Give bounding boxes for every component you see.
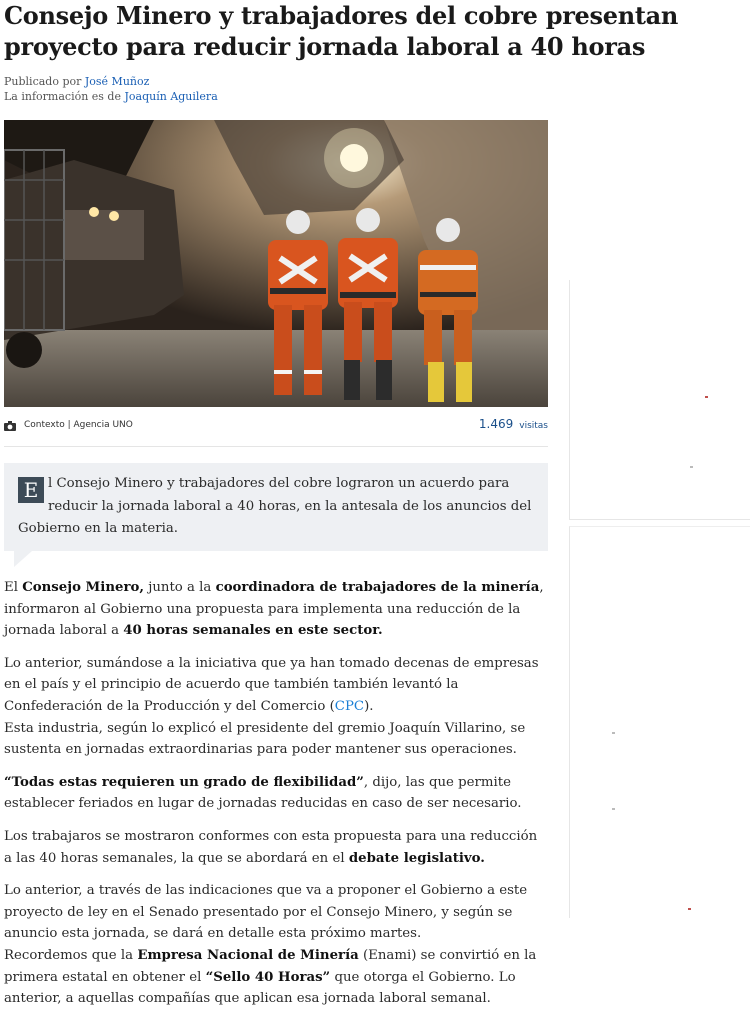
sidebar-ad-slot-1	[569, 280, 750, 520]
paragraph-6: Lo anterior, a través de las indicaciones que va a proponer el Gobierno a este proyecto de ley en el Senado presentado por el Consejo Minero, y según se anuncio esta jornada, se dará en detalle esta próximo martes.	[4, 883, 528, 942]
p2-text-2: ).	[364, 698, 374, 714]
views-count: 1.469	[478, 417, 514, 431]
p7-bold-enami: Empresa Nacional de Minería	[137, 947, 359, 963]
lead-box	[4, 463, 548, 551]
paragraph-4	[4, 772, 548, 815]
source-author-link[interactable]: Joaquín Aguilera	[124, 90, 218, 103]
byline	[4, 74, 218, 104]
p7-text-2: (Enami) se convirtió en la primera estatal en obtener el	[4, 947, 537, 985]
p1-text-3: , informaron al Gobierno una propuesta para implementa una reducción de la jornada laboral a	[4, 580, 544, 639]
sidebar-marker	[690, 466, 693, 468]
camera-icon	[4, 421, 16, 431]
sidebar-marker	[705, 396, 708, 398]
p1-text-2: junto a la	[143, 580, 216, 595]
paragraph-2	[4, 653, 548, 718]
p4-quote: “Todas estas requieren un grado de flexibilidad”	[4, 774, 364, 790]
p7-text-3: que otorga el Gobierno. Lo anterior, a aquellas compañías que aplican esa jornada laboral semanal.	[4, 969, 516, 1007]
p2-text: Lo anterior, sumándose a la iniciativa que ya han tomado decenas de empresas en el país y el principio de acuerdo que también también levantó la Confederación de la Producción y del Comercio (	[4, 655, 539, 714]
p5-bold-debate: debate legislativo.	[348, 850, 485, 866]
views-counter	[479, 417, 548, 431]
p1-text: El	[4, 580, 23, 595]
author-link[interactable]: José Muñoz	[84, 75, 150, 88]
p7-bold-sello: “Sello 40 Horas”	[205, 969, 331, 985]
lead-text: l Consejo Minero y trabajadores del cobre lograron un acuerdo para reducir la jornada laboral a 40 horas, en la antesala de los anuncios del Gobierno en la materia.	[18, 476, 532, 536]
p1-bold-40-horas: 40 horas semanales en este sector.	[123, 623, 383, 639]
lead-box-pointer	[14, 551, 32, 567]
paragraph-5	[4, 826, 548, 869]
sidebar-marker	[612, 808, 615, 810]
dropcap: E	[18, 477, 44, 503]
p1-bold-coordinadora: coordinadora de trabajadores de la minería	[215, 580, 540, 595]
p1-bold-consejo: Consejo Minero,	[22, 580, 144, 595]
photo-meta	[4, 417, 548, 437]
article-photo	[4, 120, 548, 407]
info-prefix: La información es de	[4, 90, 121, 103]
paragraph-7	[4, 945, 548, 1010]
photo-credit: Contexto | Agencia UNO	[24, 420, 133, 430]
paragraph-3: Esta industria, según lo explicó el presidente del gremio Joaquín Villarino, se sustenta en jornadas extraordinarias para poder mantener sus operaciones.	[4, 720, 526, 758]
paragraph-1	[4, 577, 548, 642]
cpc-link[interactable]: CPC	[334, 698, 365, 714]
sidebar-marker	[612, 732, 615, 734]
p7-text: Recordemos que la	[4, 947, 138, 963]
article-body	[4, 577, 548, 1013]
sidebar-ad-slot-2	[569, 526, 750, 918]
mine-tunnel-illustration	[4, 120, 548, 407]
divider	[4, 446, 548, 447]
sidebar-marker	[688, 908, 691, 910]
p4-text: , dijo, las que permite establecer feriados en lugar de jornadas reducidas en caso de ser necesario.	[4, 774, 522, 812]
published-prefix: Publicado por	[4, 75, 82, 88]
article-headline: Consejo Minero y trabajadores del cobre presentan proyecto para reducir jornada laboral a 40 horas	[4, 1, 679, 61]
views-label: visitas	[519, 421, 548, 431]
p5-text: Los trabajaros se mostraron conformes con esta propuesta para una reducción a las 40 horas semanales, la que se abordará en el	[4, 828, 538, 866]
